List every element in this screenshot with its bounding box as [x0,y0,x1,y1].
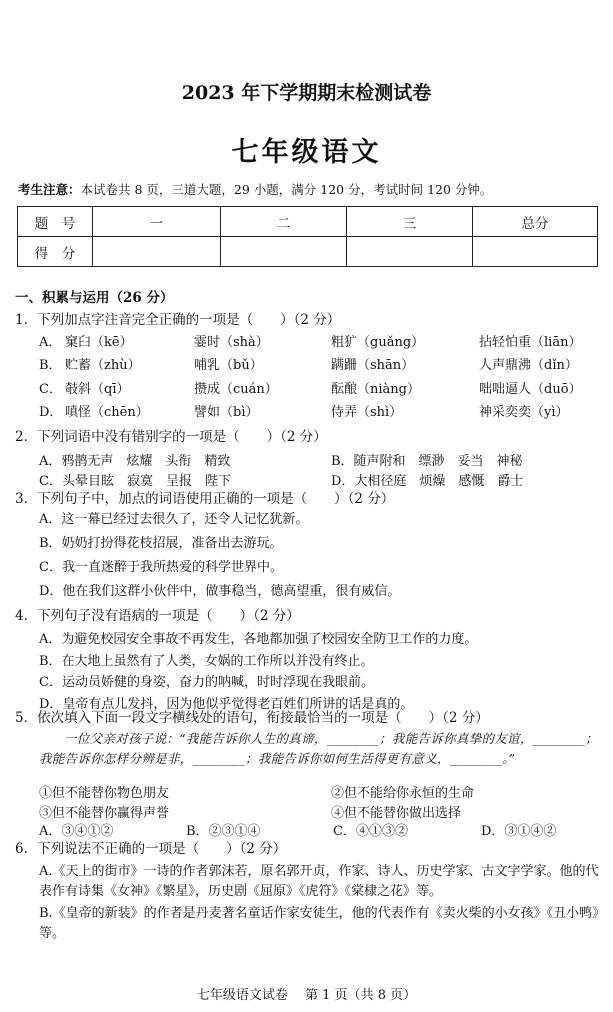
q1-item: 人声鼎沸（dǐn） [479,358,578,373]
q5-sentence-1: ①但不能替你物色朋友 [39,786,170,801]
q1-option-label: D． [39,405,63,420]
q1-item: 神采奕奕（yì） [479,405,569,420]
q1-item: 嗔怪（chēn） [65,405,149,420]
q4-option-a: A．为避免校园安全事故不再发生，各地都加强了校园安全防卫工作的力度。 [39,632,478,647]
q1-item: 攒成（cuán） [194,382,278,397]
question-4-stem: 4．下列句子没有语病的一项是（ ）（2 分） [15,608,300,624]
score-header-cell: 总分 [473,207,598,237]
q2-option-c: C．头晕目眩 寂寞 呈报 陛下 [39,474,231,489]
score-header-cell: 二 [221,207,347,237]
question-3-stem: 3．下列句子中，加点的词语使用正确的一项是（ ）（2 分） [15,491,395,507]
notice-label: 考生注意： [18,182,81,197]
q1-item: 酝酿（niàng） [331,382,420,397]
q1-item: 譬如（bì） [194,405,259,420]
q3-option-d: D．他在我们这群小伙伴中，做事稳当，德高望重，很有威信。 [39,584,401,599]
q1-item: 侍弄（shì） [331,405,403,420]
q1-item: 拈轻怕重（liān） [479,335,582,350]
q6-option-a: A.《天上的街市》一诗的作者郭沫若，原名郭开贞，作家、诗人、历史学家、古文字学家。他的代表作有诗集《女神》《繁星》，历史剧《屈原》《虎符》《棠棣之花》等。 [39,864,599,899]
page-footer: 七年级语文试卷 第 1 页（共 8 页） [196,988,417,1003]
q4-option-c: C．运动员娇健的身姿，奋力的呐喊，时时浮现在我眼前。 [39,675,374,690]
section-title: 一、积累与运用（26 分） [15,290,174,306]
q5-sentence-2: ②但不能给你永恒的生命 [331,786,475,801]
q5-option-d: D．③①④② [481,824,557,839]
q1-item: 窠臼（kē） [65,335,133,350]
q2-option-d: D．大相径庭 烦燥 感慨 爵士 [331,474,524,489]
q1-item: 咄咄逼人（duō） [479,382,582,397]
q1-option-label: C． [39,382,62,397]
q1-option-label: B． [39,358,62,373]
score-table [17,206,598,267]
question-6-stem: 6．下列说法不正确的一项是（ ）（2 分） [15,841,287,857]
q1-item: 蹒跚（shān） [331,358,415,373]
question-2-stem: 2．下列词语中没有错别字的一项是（ ）（2 分） [15,429,327,445]
q4-option-b: B．在大地上虽然有了人类，女娲的工作所以并没有终止。 [39,654,374,669]
q6-option-b: B.《皇帝的新装》的作者是丹麦著名童话作家安徒生，他的代表作有《卖火柴的小女孩》《丑小鸭》等。 [39,906,599,941]
score-cell[interactable] [221,237,347,267]
q3-option-b: B．奶奶打扮得花枝招展，准备出去游玩。 [39,536,283,551]
q5-option-b: B．②③①④ [186,824,261,839]
score-row-label: 得 分 [18,237,93,267]
score-header-cell: 一 [93,207,221,237]
q5-option-a: A．③④①② [39,824,114,839]
score-cell[interactable] [93,237,221,267]
q3-option-c: C．我一直迷醉于我所热爱的科学世界中。 [39,560,283,575]
q1-item: 哺乳（bǔ） [194,358,263,373]
q1-item: 霎时（shà） [194,335,269,350]
q1-item: 粗犷（guǎng） [331,335,425,350]
q5-sentence-3: ③但不能替你赢得声誉 [39,806,170,821]
exam-subject: 七年级语文 [231,137,382,168]
q2-option-a: A．鸦鹊无声 炫耀 头衔 精致 [39,454,231,469]
candidate-notice [18,184,492,197]
q5-sentence-4: ④但不能替你做出选择 [331,806,462,821]
question-5-stem: 5．依次填入下面一段文字横线处的语句，衔接最恰当的一项是（ ）（2 分） [15,710,489,726]
score-header-cell: 三 [347,207,473,237]
q5-passage: 一位父亲对孩子说：“我能告诉你人生的真谛，________；我能告诉你真挚的友谊，________；我能告诉你怎样分辨是非，________；我能告诉你如何生活得更有意义，________。” [39,731,598,766]
q1-item: 贮蓄（zhù） [65,358,141,373]
notice-text: 本试卷共 8 页，三道大题，29 小题，满分 120 分，考试时间 120 分钟。 [80,182,493,197]
score-cell[interactable] [347,237,473,267]
q2-option-b: B．随声附和 缥渺 妥当 神秘 [331,454,523,469]
q3-option-a: A．这一幕已经过去很久了，还令人记忆犹新。 [39,512,309,527]
q4-option-d: D．皇帝有点儿发抖，因为他似乎觉得老百姓们所讲的话是真的。 [39,697,414,712]
question-1-stem: 1．下列加点字注音完全正确的一项是（ ）（2 分） [15,312,341,328]
q5-option-c: C．④①③② [333,824,408,839]
q1-item: 攲斜（qī） [65,382,130,397]
score-header-cell: 题 号 [18,207,93,237]
score-cell[interactable] [473,237,598,267]
q1-option-label: A． [39,335,62,350]
exam-title: 2023 年下学期期末检测试卷 [181,82,432,104]
